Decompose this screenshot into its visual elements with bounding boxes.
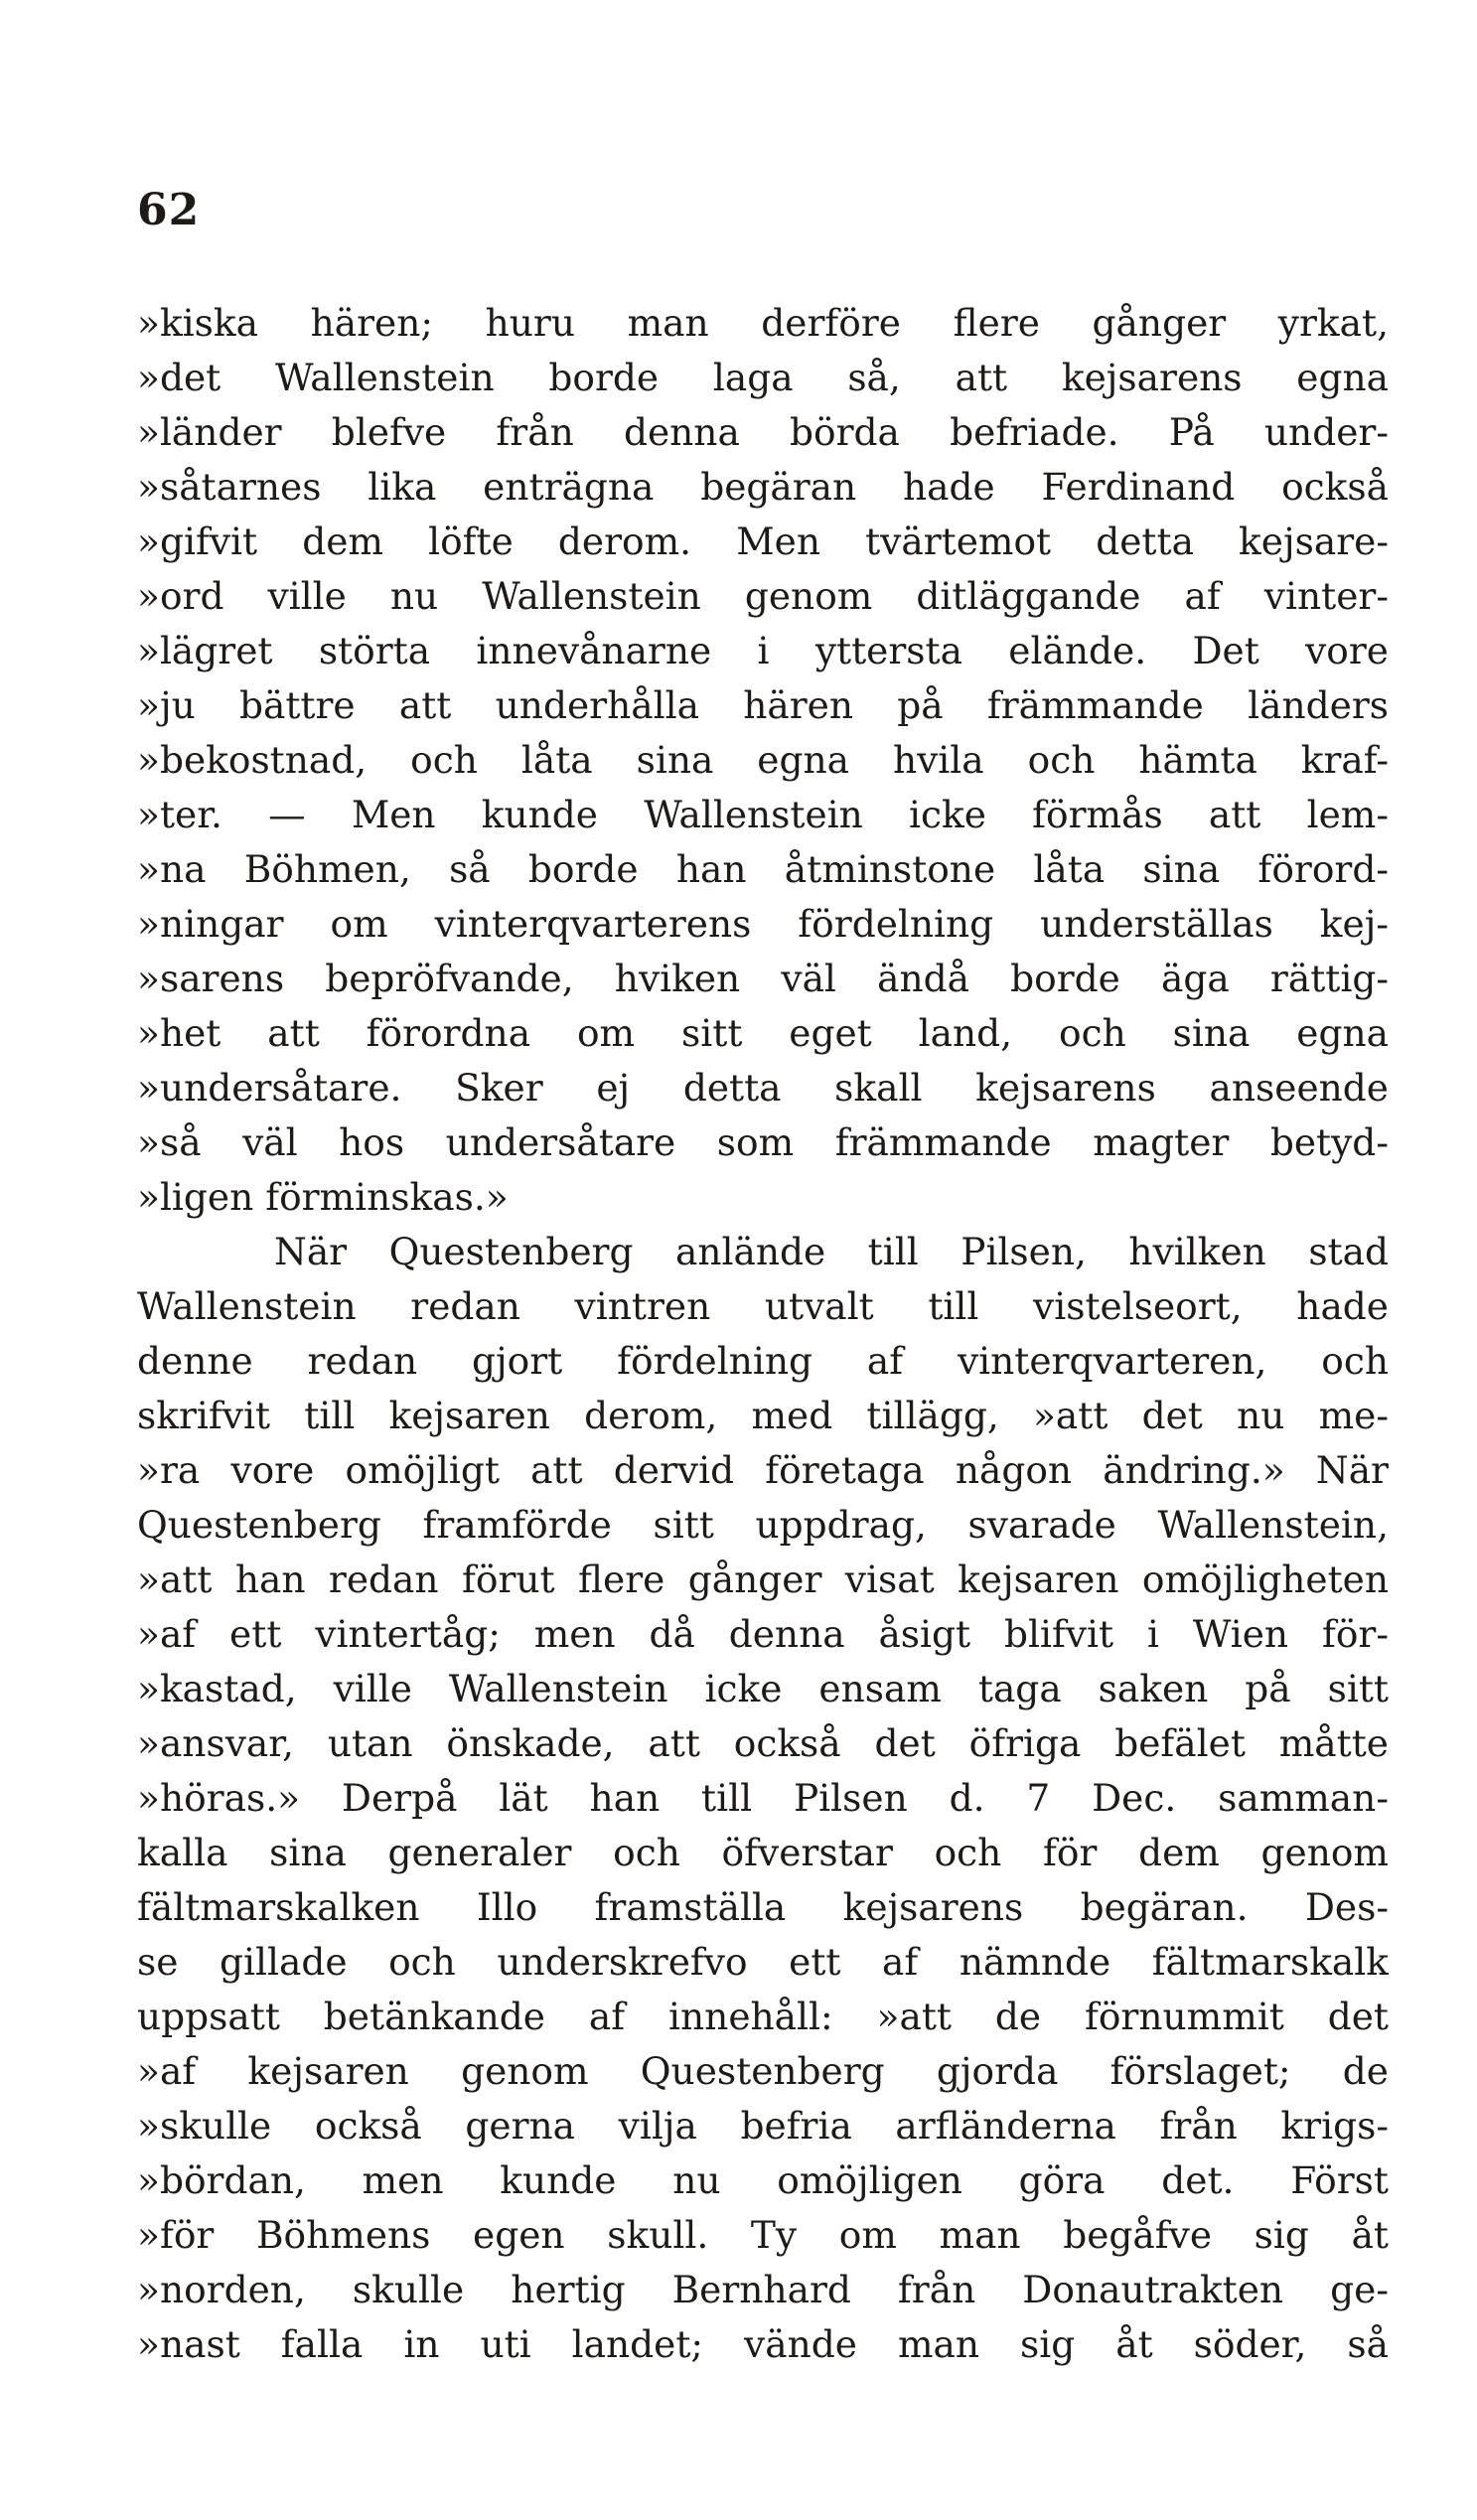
text-line: »ningar om vinterqvarterens fördelning underställas kej- <box>137 902 1389 946</box>
text-line: »gifvit dem löfte derom. Men tvärtemot detta kejsare- <box>137 519 1389 563</box>
text-line: »ord ville nu Wallenstein genom ditläggande af vinter- <box>137 574 1389 618</box>
text-line: »så väl hos undersåtare som främmande magter betyd- <box>137 1120 1389 1164</box>
text-line: »undersåtare. Sker ej detta skall kejsarens anseende <box>137 1066 1389 1110</box>
text-line: »kiska hären; huru man derföre flere gånger yrkat, <box>137 301 1389 345</box>
text-line: »ju bättre att underhålla hären på främmande länders <box>137 683 1389 727</box>
text-line: »lägret störta innevånarne i yttersta elände. Det vore <box>137 629 1389 672</box>
text-line: »nast falla in uti landet; vände man sig åt söder, så <box>137 2322 1389 2366</box>
text-line: kalla sina generaler och öfverstar och för dem genom <box>137 1831 1389 1874</box>
text-line: »att han redan förut flere gånger visat kejsaren omöjligheten <box>137 1557 1389 1601</box>
text-line: »het att förordna om sitt eget land, och sina egna <box>137 1011 1389 1055</box>
text-line: »af ett vintertåg; men då denna åsigt blifvit i Wien för- <box>137 1612 1389 1656</box>
text-line-paragraph-start: När Questenberg anlände till Pilsen, hvilken stad <box>274 1230 1389 1273</box>
page-number: 62 <box>137 185 201 235</box>
text-line: »af kejsaren genom Questenberg gjorda förslaget; de <box>137 2049 1389 2093</box>
text-line: »bekostnad, och låta sina egna hvila och hämta kraf- <box>137 738 1389 782</box>
text-line: »ansvar, utan önskade, att också det öfriga befälet måtte <box>137 1721 1389 1765</box>
text-line: se gillade och underskrefvo ett af nämnde fältmarskalk <box>137 1940 1389 1984</box>
text-line: »kastad, ville Wallenstein icke ensam taga saken på sitt <box>137 1667 1389 1710</box>
text-line: uppsatt betänkande af innehåll: »att de förnummit det <box>137 1995 1389 2038</box>
text-line: Wallenstein redan vintren utvalt till vistelseort, hade <box>137 1284 1389 1328</box>
text-line: »det Wallenstein borde laga så, att kejsarens egna <box>137 356 1389 399</box>
text-line: »bördan, men kunde nu omöjligen göra det. Först <box>137 2158 1389 2202</box>
text-line: »såtarnes lika enträgna begäran hade Ferdinand också <box>137 465 1389 509</box>
text-line: »ra vore omöjligt att dervid företaga någon ändring.» När <box>137 1448 1389 1492</box>
text-line: denne redan gjort fördelning af vinterqvarteren, och <box>137 1339 1389 1383</box>
text-line: »skulle också gerna vilja befria arfländerna från krigs- <box>137 2104 1389 2148</box>
text-line: skrifvit till kejsaren derom, med tillägg, »att det nu me- <box>137 1394 1389 1437</box>
text-line: fältmarskalken Illo framställa kejsarens begäran. Des- <box>137 1885 1389 1929</box>
text-line: »ligen förminskas.» <box>137 1175 509 1219</box>
text-line: »höras.» Derpå lät han till Pilsen d. 7 Dec. samman- <box>137 1776 1389 1820</box>
text-line: »sarens bepröfvande, hviken väl ändå borde äga rättig- <box>137 957 1389 1000</box>
text-line: Questenberg framförde sitt uppdrag, svarade Wallenstein, <box>137 1503 1389 1547</box>
text-line: »för Böhmens egen skull. Ty om man begåfve sig åt <box>137 2213 1389 2257</box>
text-line: »na Böhmen, så borde han åtminstone låta sina förord- <box>137 847 1389 891</box>
body-text <box>137 296 1389 2372</box>
text-line: »länder blefve från denna börda befriade. På under- <box>137 410 1389 454</box>
text-line: »ter. — Men kunde Wallenstein icke förmås att lem- <box>137 793 1389 836</box>
text-line: »norden, skulle hertig Bernhard från Donautrakten ge- <box>137 2268 1389 2311</box>
